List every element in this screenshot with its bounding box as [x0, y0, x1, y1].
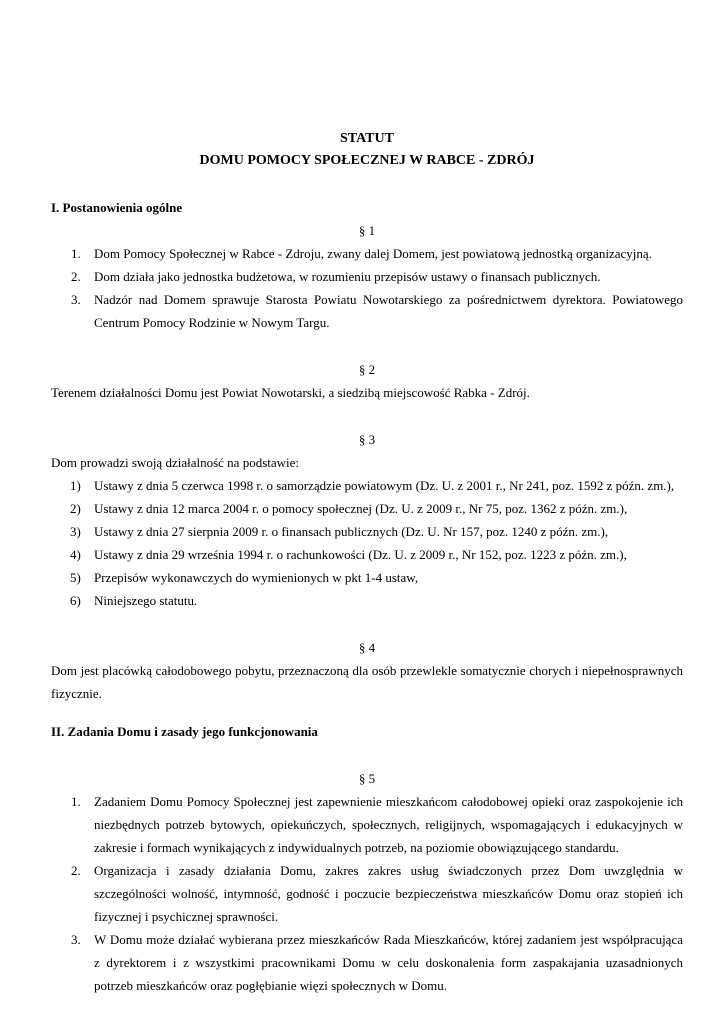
list-item-text: W Domu może działać wybierana przez mieszkańców Rada Mieszkańców, której zadaniem jest współpracująca z dyrektorem i z wszystkimi pracownikami Domu w celu doskonalenia form zaspakajania uzasadnionych potrzeb mieszkańców oraz pogłębianie więzi społecznych w Domu.	[94, 932, 683, 993]
list-item-text: Przepisów wykonawczych do wymienionych w pkt 1-4 ustaw,	[94, 570, 419, 585]
paragraph-mark-1: § 1	[358, 223, 376, 238]
list-item	[51, 288, 683, 334]
list-item	[51, 928, 683, 997]
list-item-text: Dom działa jako jednostka budżetowa, w rozumieniu przepisów ustawy o finansach publicznych.	[94, 269, 601, 284]
list-item-text: Niniejszego statutu.	[94, 593, 198, 608]
list-item-number: 2.	[71, 863, 81, 878]
list-item	[51, 566, 683, 589]
list-item-text: Nadzór nad Domem sprawuje Starosta Powiatu Nowotarskiego za pośrednictwem dyrektora. Powiatowego Centrum Pomocy Rodzinie w Nowym Targu.	[94, 292, 683, 330]
document-title-line2: DOMU POMOCY SPOŁECZNEJ W RABCE - ZDRÓJ	[199, 153, 535, 168]
document-title-line1: STATUT	[340, 131, 394, 146]
list-item-number: 1)	[70, 478, 81, 493]
list-item-text: Ustawy z dnia 27 sierpnia 2009 r. o finansach publicznych (Dz. U. Nr 157, poz. 1240 z późn. zm.),	[94, 524, 609, 539]
document-page	[51, 128, 683, 997]
list-item-number: 3.	[71, 932, 81, 947]
section-heading-1: I. Postanowienia ogólne	[51, 200, 183, 215]
paragraph-mark-4: § 4	[358, 640, 376, 655]
list-item-number: 3)	[70, 524, 81, 539]
list-item-text: Ustawy z dnia 29 września 1994 r. o rachunkowości (Dz. U. z 2009 r., Nr 152, poz. 1223 z późn. zm.),	[94, 547, 627, 562]
list-item-number: 1.	[71, 246, 81, 261]
paragraph-1-list	[51, 242, 683, 334]
list-item-number: 2.	[71, 269, 81, 284]
paragraph-2-text: Terenem działalności Domu jest Powiat Nowotarski, a siedzibą miejscowość Rabka - Zdrój.	[51, 385, 530, 400]
list-item-text: Zadaniem Domu Pomocy Społecznej jest zapewnienie mieszkańcom całodobowej opieki oraz zaspokojenie ich niezbędnych potrzeb bytowych, opiekuńczych, społecznych, religijnych, wspomagających i edukacyjnych w zakresie i formach wynikających z indywidualnych potrzeb, na poziomie obowiązującego standardu.	[94, 794, 683, 855]
paragraph-4-text: Dom jest placówką całodobowego pobytu, przeznaczoną dla osób przewlekle somatycznie chorych i niepełnosprawnych fizycznie.	[51, 663, 683, 701]
list-item-text: Dom Pomocy Społecznej w Rabce - Zdroju, zwany dalej Domem, jest powiatową jednostką organizacyjną.	[94, 246, 652, 261]
list-item-text: Organizacja i zasady działania Domu, zakres zakres usług świadczonych przez Dom uwzględnia w szczególności wolność, intymność, godność i poczucie bezpieczeństwa mieszkańców Domu oraz stopień ich fizycznej i psychicznej sprawności.	[94, 863, 683, 924]
list-item	[51, 543, 683, 566]
list-item-number: 5)	[70, 570, 81, 585]
list-item	[51, 242, 683, 265]
list-item-text: Ustawy z dnia 5 czerwca 1998 r. o samorządzie powiatowym (Dz. U. z 2001 r., Nr 241, poz. 1592 z późn. zm.),	[94, 478, 675, 493]
paragraph-5-list	[51, 790, 683, 997]
list-item	[51, 497, 683, 520]
paragraph-3-intro: Dom prowadzi swoją działalność na podstawie:	[51, 455, 300, 470]
list-item-number: 1.	[71, 794, 81, 809]
list-item	[51, 520, 683, 543]
list-item	[51, 474, 683, 497]
list-item	[51, 265, 683, 288]
paragraph-mark-3: § 3	[358, 432, 376, 447]
list-item	[51, 790, 683, 859]
list-item	[51, 859, 683, 928]
list-item-number: 6)	[70, 593, 81, 608]
paragraph-mark-5: § 5	[358, 771, 376, 786]
paragraph-mark-2: § 2	[358, 362, 376, 377]
list-item-number: 4)	[70, 547, 81, 562]
list-item-number: 2)	[70, 501, 81, 516]
paragraph-3-list	[51, 474, 683, 612]
list-item-number: 3.	[71, 292, 81, 307]
list-item-text: Ustawy z dnia 12 marca 2004 r. o pomocy społecznej (Dz. U. z 2009 r., Nr 75, poz. 1362 z późn. zm.),	[94, 501, 628, 516]
list-item	[51, 589, 683, 612]
section-heading-2: II. Zadania Domu i zasady jego funkcjonowania	[51, 724, 318, 739]
